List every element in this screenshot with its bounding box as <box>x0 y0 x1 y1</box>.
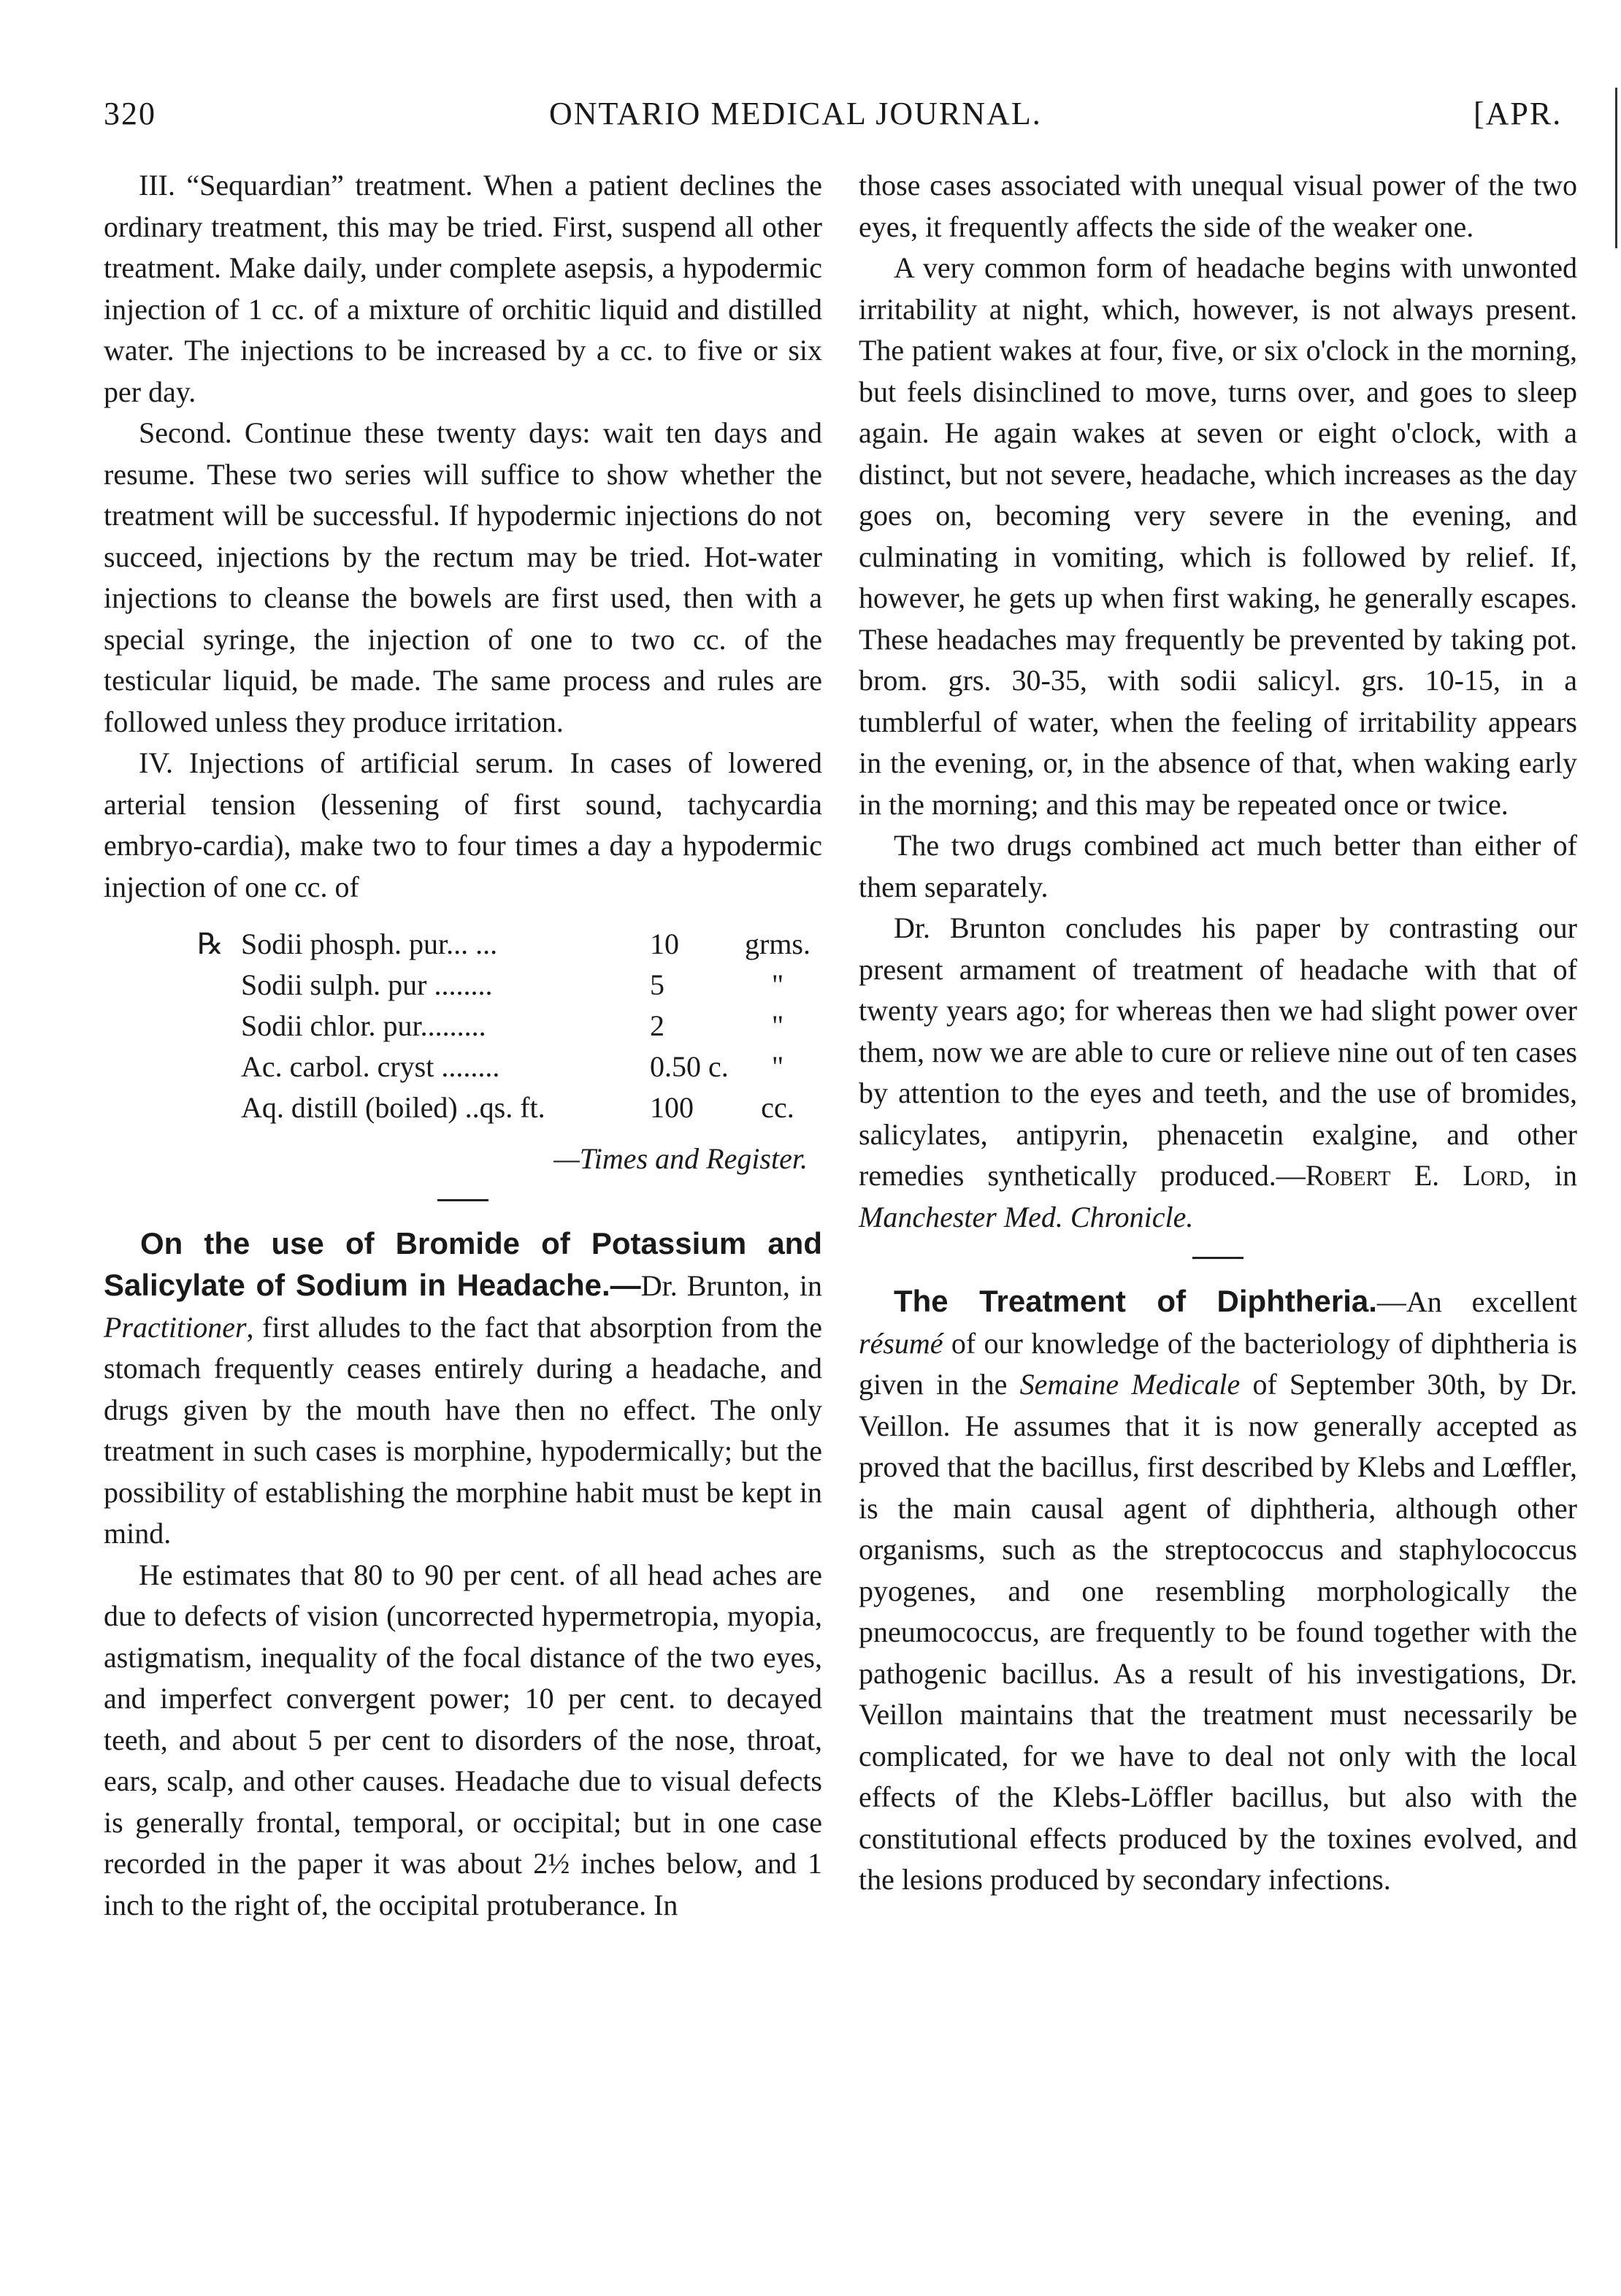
paragraph: Second. Continue these twenty days: wait ten days and resume. These two series will suffice to show whether the treatment will be successful. If hypodermic injections do not succeed, injections by the rectum may be tried. Hot-water injections to cleanse the bowels are first used, then with a special syringe, the injection of one to two cc. of the testicular liquid, be made. The same process and rules are followed unless they produce irritation. <box>104 416 822 738</box>
source-citation: —Times and Register. <box>553 1142 808 1175</box>
paragraph: those cases associated with unequal visual power of the two eyes, it frequently affects the side of the weaker one. <box>859 169 1577 243</box>
paragraph: III. “Sequardian” treatment. When a patient declines the ordinary treatment, this may be tried. First, suspend all other treatment. Make daily, under complete asepsis, a hypodermic injection of 1 cc. of a mixture of orchitic liquid and distilled water. The injections to be increased by a cc. to five or six per day. <box>104 169 822 408</box>
paragraph: He estimates that 80 to 90 per cent. of all head aches are due to defects of vision (uncorrected hypermetropia, myopia, astigmatism, inequality of the focal distance of the two eyes, and imperfect convergent power; 10 per cent. to decayed teeth, and about 5 per cent to disorders of the nose, throat, ears, scalp, and other causes. Headache due to visual defects is generally frontal, temporal, or occipital; but in one case recorded in the paper it was about 2½ inches below, and 1 inch to the right of, the occipital protuberance. In <box>104 1558 822 1921</box>
prescription-row: Sodii sulph. pur ........ 5 " <box>241 968 784 1001</box>
running-month: [APR. <box>1474 96 1563 131</box>
section-divider <box>437 1199 488 1201</box>
prescription-row: Aq. distill (boiled) ..qs. ft. 100 cc. <box>241 1091 794 1124</box>
article-diphtheria: The Treatment of Diphtheria.—An excellent résumé of our knowledge of the bacteriology of diphtheria is given in the Semaine Medicale of September 30th, by Dr. Veillon. He assumes that it is now generally accepted as proved that the bacillus, first described by Klebs and Lœffler, is the main causal agent of diphtheria, although other organisms, such as the streptococcus and staphylococcus pyogenes, and one resembling morphologically the pneumococcus, are frequently to be found together with the pathogenic bacillus. As a result of his investigations, Dr. Veillon maintains that the treatment must necessarily be complicated, for we have to deal not only with the local effects of the Klebs-Löffler bacillus, but also with the constitutional effects produced by the toxines evolved, and the lesions produced by secondary infections. <box>859 1284 1577 1896</box>
left-column <box>104 165 822 1926</box>
author: Robert E. Lord <box>1305 1159 1524 1192</box>
prescription <box>197 924 822 1128</box>
right-column <box>859 165 1577 1901</box>
paragraph: The two drugs combined act much better than either of them separately. <box>859 829 1577 903</box>
article-bromide: On the use of Bromide of Potassium and Salicylate of Sodium in Headache.—Dr. Brunton, in Practitioner, first alludes to the fact that absorption from the stomach frequently ceases entirely during a headache, and drugs given by the mouth have then no effect. The only treatment in such cases is morphine, hypodermically; but the possibility of establishing the morphine habit must be kept in mind. <box>104 1225 822 1550</box>
prescription-row: Ac. carbol. cryst ........ 0.50 c. " <box>241 1050 784 1083</box>
section-divider <box>1192 1257 1243 1259</box>
prescription-row: ℞ Sodii phosph. pur... ... 10 grms. <box>197 927 810 960</box>
paragraph: Dr. Brunton concludes his paper by contrasting our present armament of treatment of headache with that of twenty years ago; for whereas then we had slight power over them, now we are able to cure or relieve nine out of ten cases by attention to the eyes and teeth, and the use of bromides, salicylates, antipyrin, phenacetin exalgine, and other remedies synthetically produced.—Robert E. Lord, in Manchester Med. Chronicle. <box>859 911 1577 1233</box>
article-title: The Treatment of Diphtheria. <box>894 1284 1377 1318</box>
prescription-row: Sodii chlor. pur......... 2 " <box>241 1009 784 1042</box>
paragraph: A very common form of headache begins with unwonted irritability at night, which, however, is not always present. The patient wakes at four, five, or six o'clock in the morning, but feels disinclined to move, turns over, and goes to sleep again. He again wakes at seven or eight o'clock, with a distinct, but not severe, headache, which increases as the day goes on, becoming very severe in the evening, and culminating in vomiting, which is followed by relief. If, however, he gets up when first waking, he generally escapes. These headaches may frequently be prevented by taking pot. brom. grs. 30-35, with sodii salicyl. grs. 10-15, in a tumblerful of water, when the feeling of irritability appears in the evening, or, in the absence of that, when waking early in the morning; and this may be repeated once or twice. <box>859 251 1577 821</box>
article-title: On the use of Bromide of Potassium and Salicylate of Sodium in Headache.— <box>104 1225 822 1302</box>
page-number: 320 <box>104 96 156 131</box>
running-title: ONTARIO MEDICAL JOURNAL. <box>549 96 1042 131</box>
page-edge <box>1615 88 1617 248</box>
paragraph: IV. Injections of artificial serum. In cases of lowered arterial tension (lessening of first sound, tachycardia embryo-cardia), make two to four times a day a hypodermic injection of one cc. of <box>104 746 822 903</box>
